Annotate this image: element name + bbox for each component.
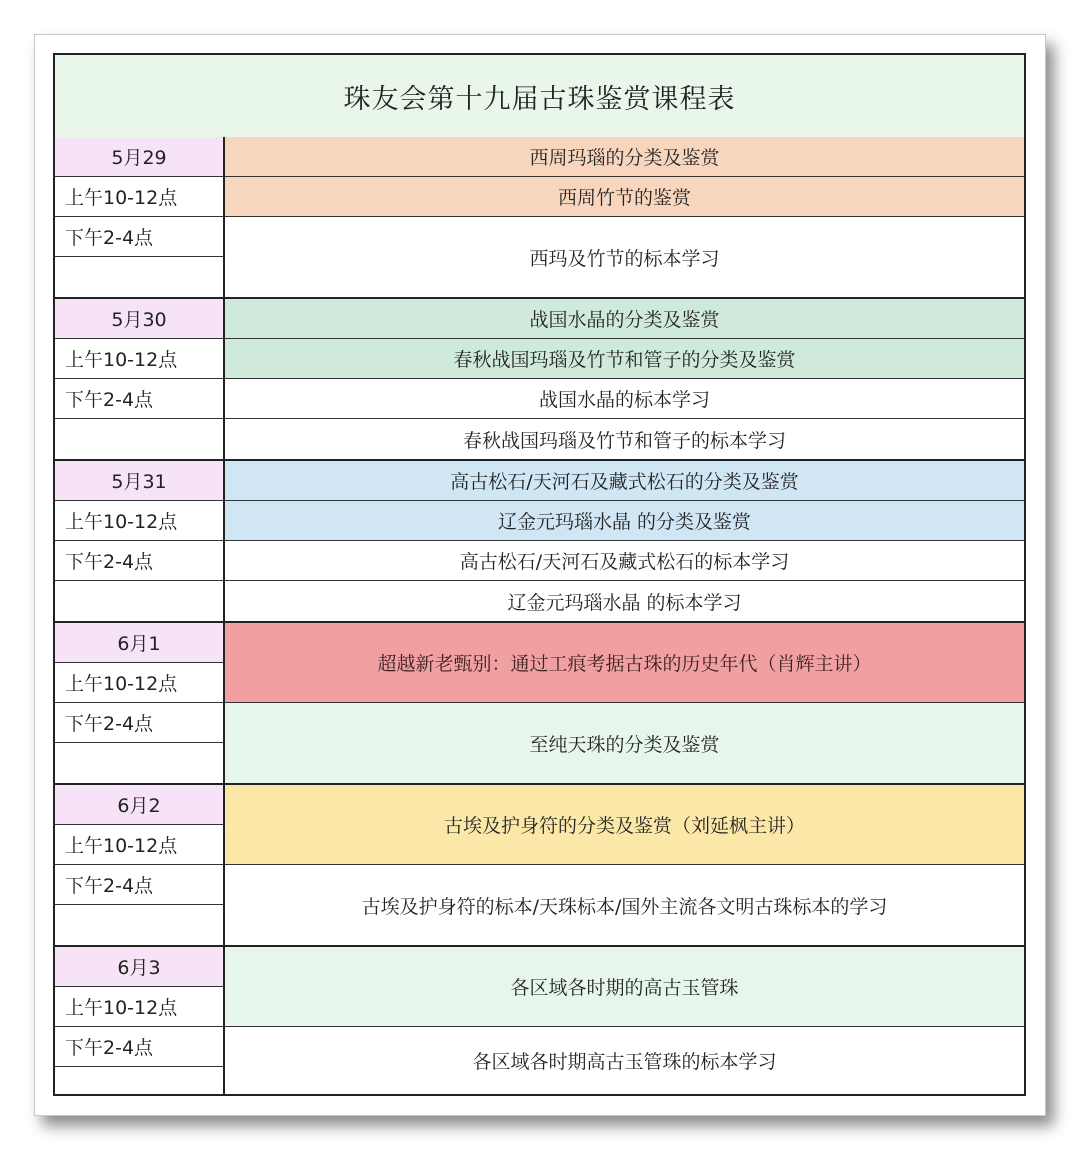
empty-time-cell [55, 581, 225, 623]
course-cell: 各区域各时期高古玉管珠的标本学习 [472, 1051, 777, 1073]
afternoon-time: 下午2-4点 [55, 1027, 225, 1067]
morning-time: 上午10-12点 [55, 825, 225, 865]
course-cell: 西周玛瑙的分类及鉴赏 [225, 137, 1024, 177]
course-cell: 高古松石/天河石及藏式松石的分类及鉴赏 [225, 461, 1024, 501]
date-cell: 5月30 [55, 299, 225, 339]
date-cell: 6月1 [55, 623, 225, 663]
course-cell: 春秋战国玛瑙及竹节和管子的分类及鉴赏 [225, 339, 1024, 379]
empty-time-cell [55, 257, 225, 299]
afternoon-time: 下午2-4点 [55, 541, 225, 581]
morning-time: 上午10-12点 [55, 339, 225, 379]
course-cell: 辽金元玛瑙水晶 的标本学习 [225, 581, 1024, 623]
afternoon-time: 下午2-4点 [55, 217, 225, 257]
date-cell: 6月3 [55, 947, 225, 987]
empty-time-cell [55, 743, 225, 785]
course-cell: 西周竹节的鉴赏 [225, 177, 1024, 217]
morning-time: 上午10-12点 [55, 987, 225, 1027]
schedule-table [53, 53, 1026, 1096]
afternoon-time: 下午2-4点 [55, 379, 225, 419]
course-cell: 至纯天珠的分类及鉴赏 [225, 703, 1024, 785]
afternoon-time: 下午2-4点 [55, 865, 225, 905]
course-cell: 超越新老甄别：通过工痕考据古珠的历史年代（肖辉主讲） [225, 623, 1024, 703]
course-cell: 各区域各时期的高古玉管珠 [225, 947, 1024, 1027]
empty-time-cell [55, 419, 225, 461]
course-cell: 高古松石/天河石及藏式松石的标本学习 [225, 541, 1024, 581]
course-cell: 战国水晶的标本学习 [225, 379, 1024, 419]
course-cell: 古埃及护身符的标本/天珠标本/国外主流各文明古珠标本的学习 [225, 865, 1024, 947]
morning-time: 上午10-12点 [55, 663, 225, 703]
date-cell: 5月29 [55, 137, 225, 177]
empty-time-cell [55, 1067, 225, 1094]
date-cell: 5月31 [55, 461, 225, 501]
morning-time: 上午10-12点 [55, 177, 225, 217]
morning-time: 上午10-12点 [55, 501, 225, 541]
course-cell: 西玛及竹节的标本学习 [225, 217, 1024, 299]
course-cell: 辽金元玛瑙水晶 的分类及鉴赏 [225, 501, 1024, 541]
course-cell: 战国水晶的分类及鉴赏 [225, 299, 1024, 339]
afternoon-time: 下午2-4点 [55, 703, 225, 743]
date-cell: 6月2 [55, 785, 225, 825]
page-title: 珠友会第十九届古珠鉴赏课程表 [55, 55, 1024, 139]
course-cell: 春秋战国玛瑙及竹节和管子的标本学习 [225, 419, 1024, 461]
empty-time-cell [55, 905, 225, 947]
course-cell: 古埃及护身符的分类及鉴赏（刘延枫主讲） [225, 785, 1024, 865]
